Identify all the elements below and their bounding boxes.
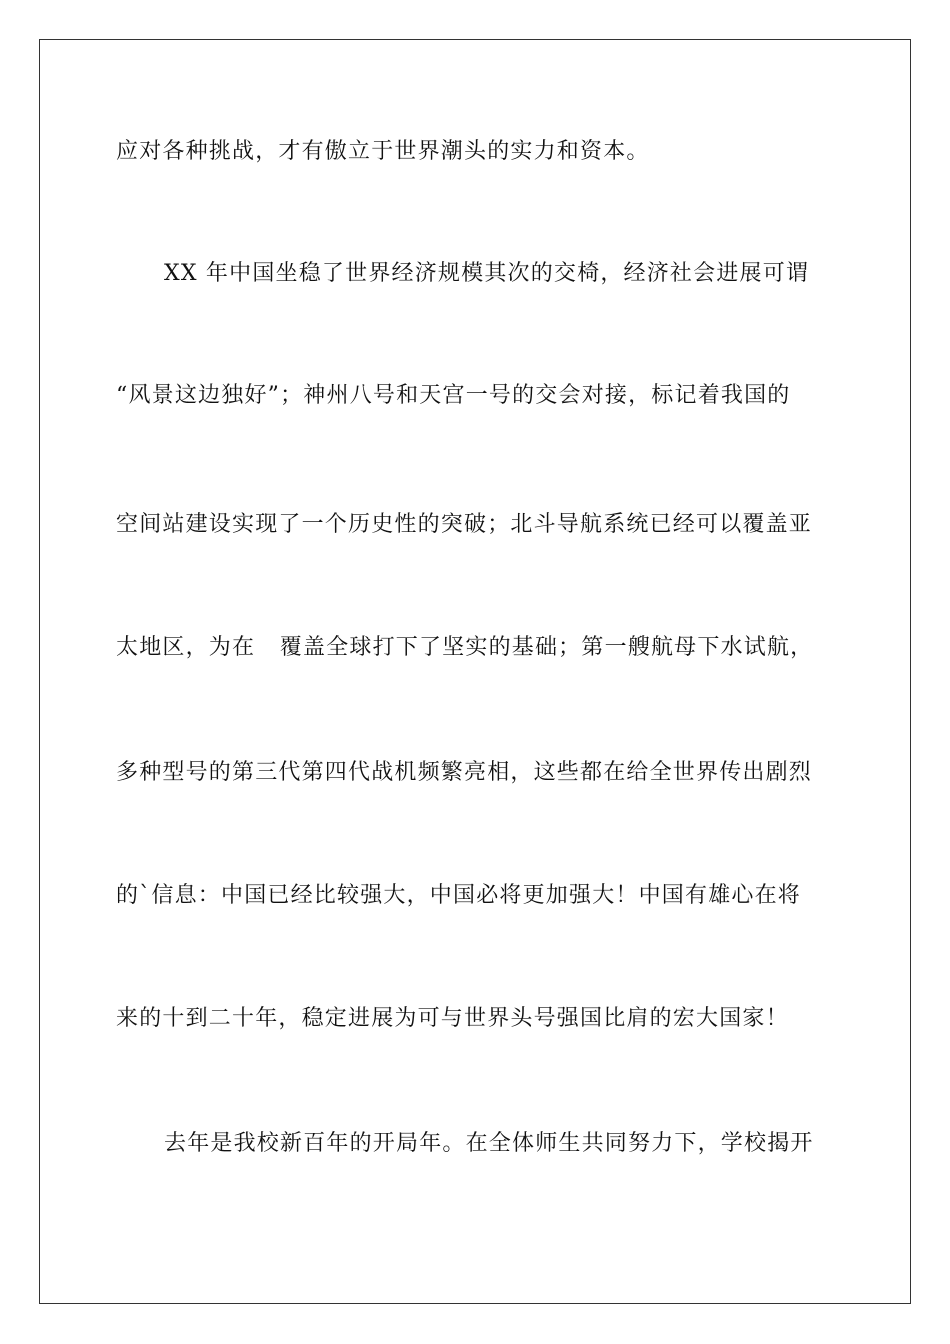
- text-line-2: XX 年中国坐稳了世界经济规模其次的交椅，经济社会进展可谓: [164, 261, 810, 286]
- text-line-5: 太地区，为在 覆盖全球打下了坚实的基础；第一艘航母下水试航，: [116, 635, 814, 660]
- text-line-9: 去年是我校新百年的开局年。在全体师生共同努力下，学校揭开: [164, 1131, 814, 1156]
- text-line-7: 的`信息：中国已经比较强大，中国必将更加强大！中国有雄心在将: [116, 883, 802, 908]
- text-line-3: “风景这边独好”；神州八号和天宫一号的交会对接，标记着我国的: [116, 383, 791, 408]
- text-line-1: 应对各种挑战，才有傲立于世界潮头的实力和资本。: [116, 139, 650, 164]
- page-border: [39, 39, 911, 1304]
- text-line-4: 空间站建设实现了一个历史性的突破；北斗导航系统已经可以覆盖亚: [116, 512, 813, 537]
- text-line-6: 多种型号的第三代第四代战机频繁亮相，这些都在给全世界传出剧烈: [116, 760, 813, 785]
- text-line-8: 来的十到二十年，稳定进展为可与世界头号强国比肩的宏大国家！: [116, 1006, 789, 1031]
